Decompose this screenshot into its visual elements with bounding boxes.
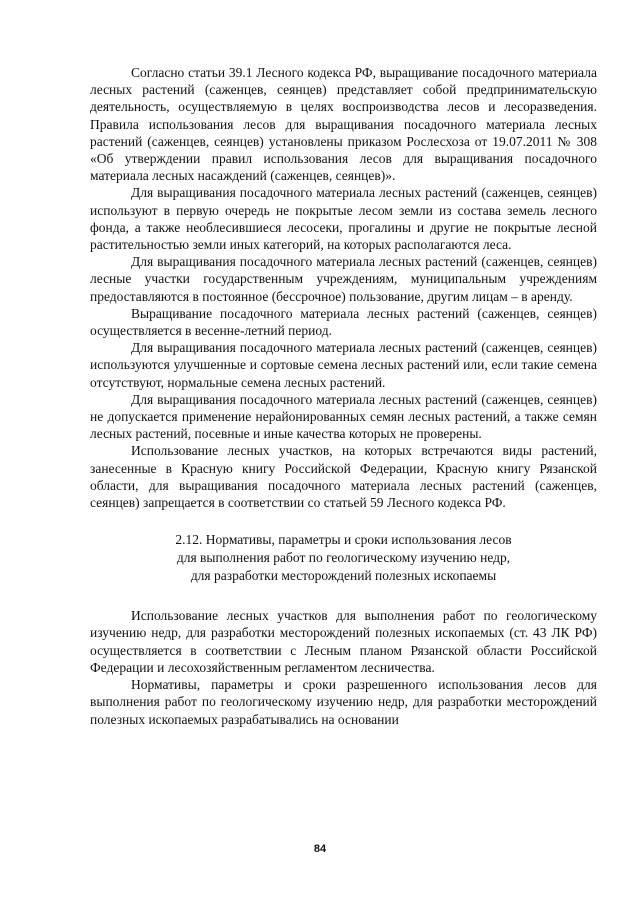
section-heading-line: 2.12. Нормативы, параметры и сроки использования лесов (175, 532, 512, 548)
paragraph-seeds-used: Для выращивания посадочного материала лесных растений (саженцев, сеянцев) используются улучшенные и сортовые семена лесных растений или, если такие семена отсутствуют, нормальные семена лесных растений. (90, 340, 597, 390)
paragraph-geology-use: Использование лесных участков для выполнения работ по геологическому изучению недр, для разработки месторождений полезных ископаемых (ст. 43 ЛК РФ) осуществляется в соответствии с Лесным планом Рязанской области Российской Федерации и лесохозяйственным регламентом лесничества. (90, 608, 597, 675)
page-number: 84 (313, 843, 327, 855)
paragraph-red-book: Использование лесных участков, на которых встречаются виды растений, занесенные в Красную книгу Российской Федерации, Красную книгу Рязанской области, для выращивания посадочного материала лесных растений (саженцев, сеянцев) запрещается в соответствии со статьей 59 Лесного кодекса РФ. (90, 443, 597, 511)
paragraph-land-provision: Для выращивания посадочного материала лесных растений (саженцев, сеянцев) лесные участки государственным учреждениям, муниципальным учреждениям предоставляются в постоянное (бессрочное) пользование, другим лицам – в аренду. (90, 254, 597, 304)
paragraph-growing-period: Выращивание посадочного материала лесных растений (саженцев, сеянцев) осуществляется в весенне-летний период. (90, 305, 597, 339)
paragraph-geology-norms: Нормативы, параметры и сроки разрешенного использования лесов для выполнения работ по геологическому изучению недр, для разработки месторождений полезных ископаемых разрабатывались на основании (90, 677, 597, 727)
section-heading-line: для разработки месторождений полезных ископаемы (190, 568, 497, 584)
paragraph-seeds-prohibited: Для выращивания посадочного материала лесных растений (саженцев, сеянцев) не допускается применение нерайонированных семян лесных растений, а также семян лесных растений, посевные и иные качества которых не проверены. (90, 391, 597, 442)
document-body (90, 64, 597, 728)
paragraph-forest-code-article: Согласно статьи 39.1 Лесного кодекса РФ, выращивание посадочного материала лесных растений (саженцев, сеянцев) представляет собой предпринимательскую деятельность, осуществляемую в целях воспроизводства лесов и лесоразведения. Правила использования лесов для выращивания посадочного материала лесных растений (саженцев, сеянцев) установлены приказом Рослесхоза от 19.07.2011 № 308 «Об утверждении правил использования лесов для выращивания посадочного материала лесных насаждений (саженцев, сеянцев)». (90, 65, 597, 184)
section-heading-line: для выполнения работ по геологическому изучению недр, (176, 550, 511, 566)
paragraph-land-use: Для выращивания посадочного материала лесных растений (саженцев, сеянцев) используют в первую очередь не покрытые лесом земли из состава земель лесного фонда, а также необлесившиеся лесосеки, прогалины и другие не покрытые лесной растительностью земли иных категорий, на которых располагаются леса. (90, 185, 597, 253)
section-heading (90, 531, 597, 585)
